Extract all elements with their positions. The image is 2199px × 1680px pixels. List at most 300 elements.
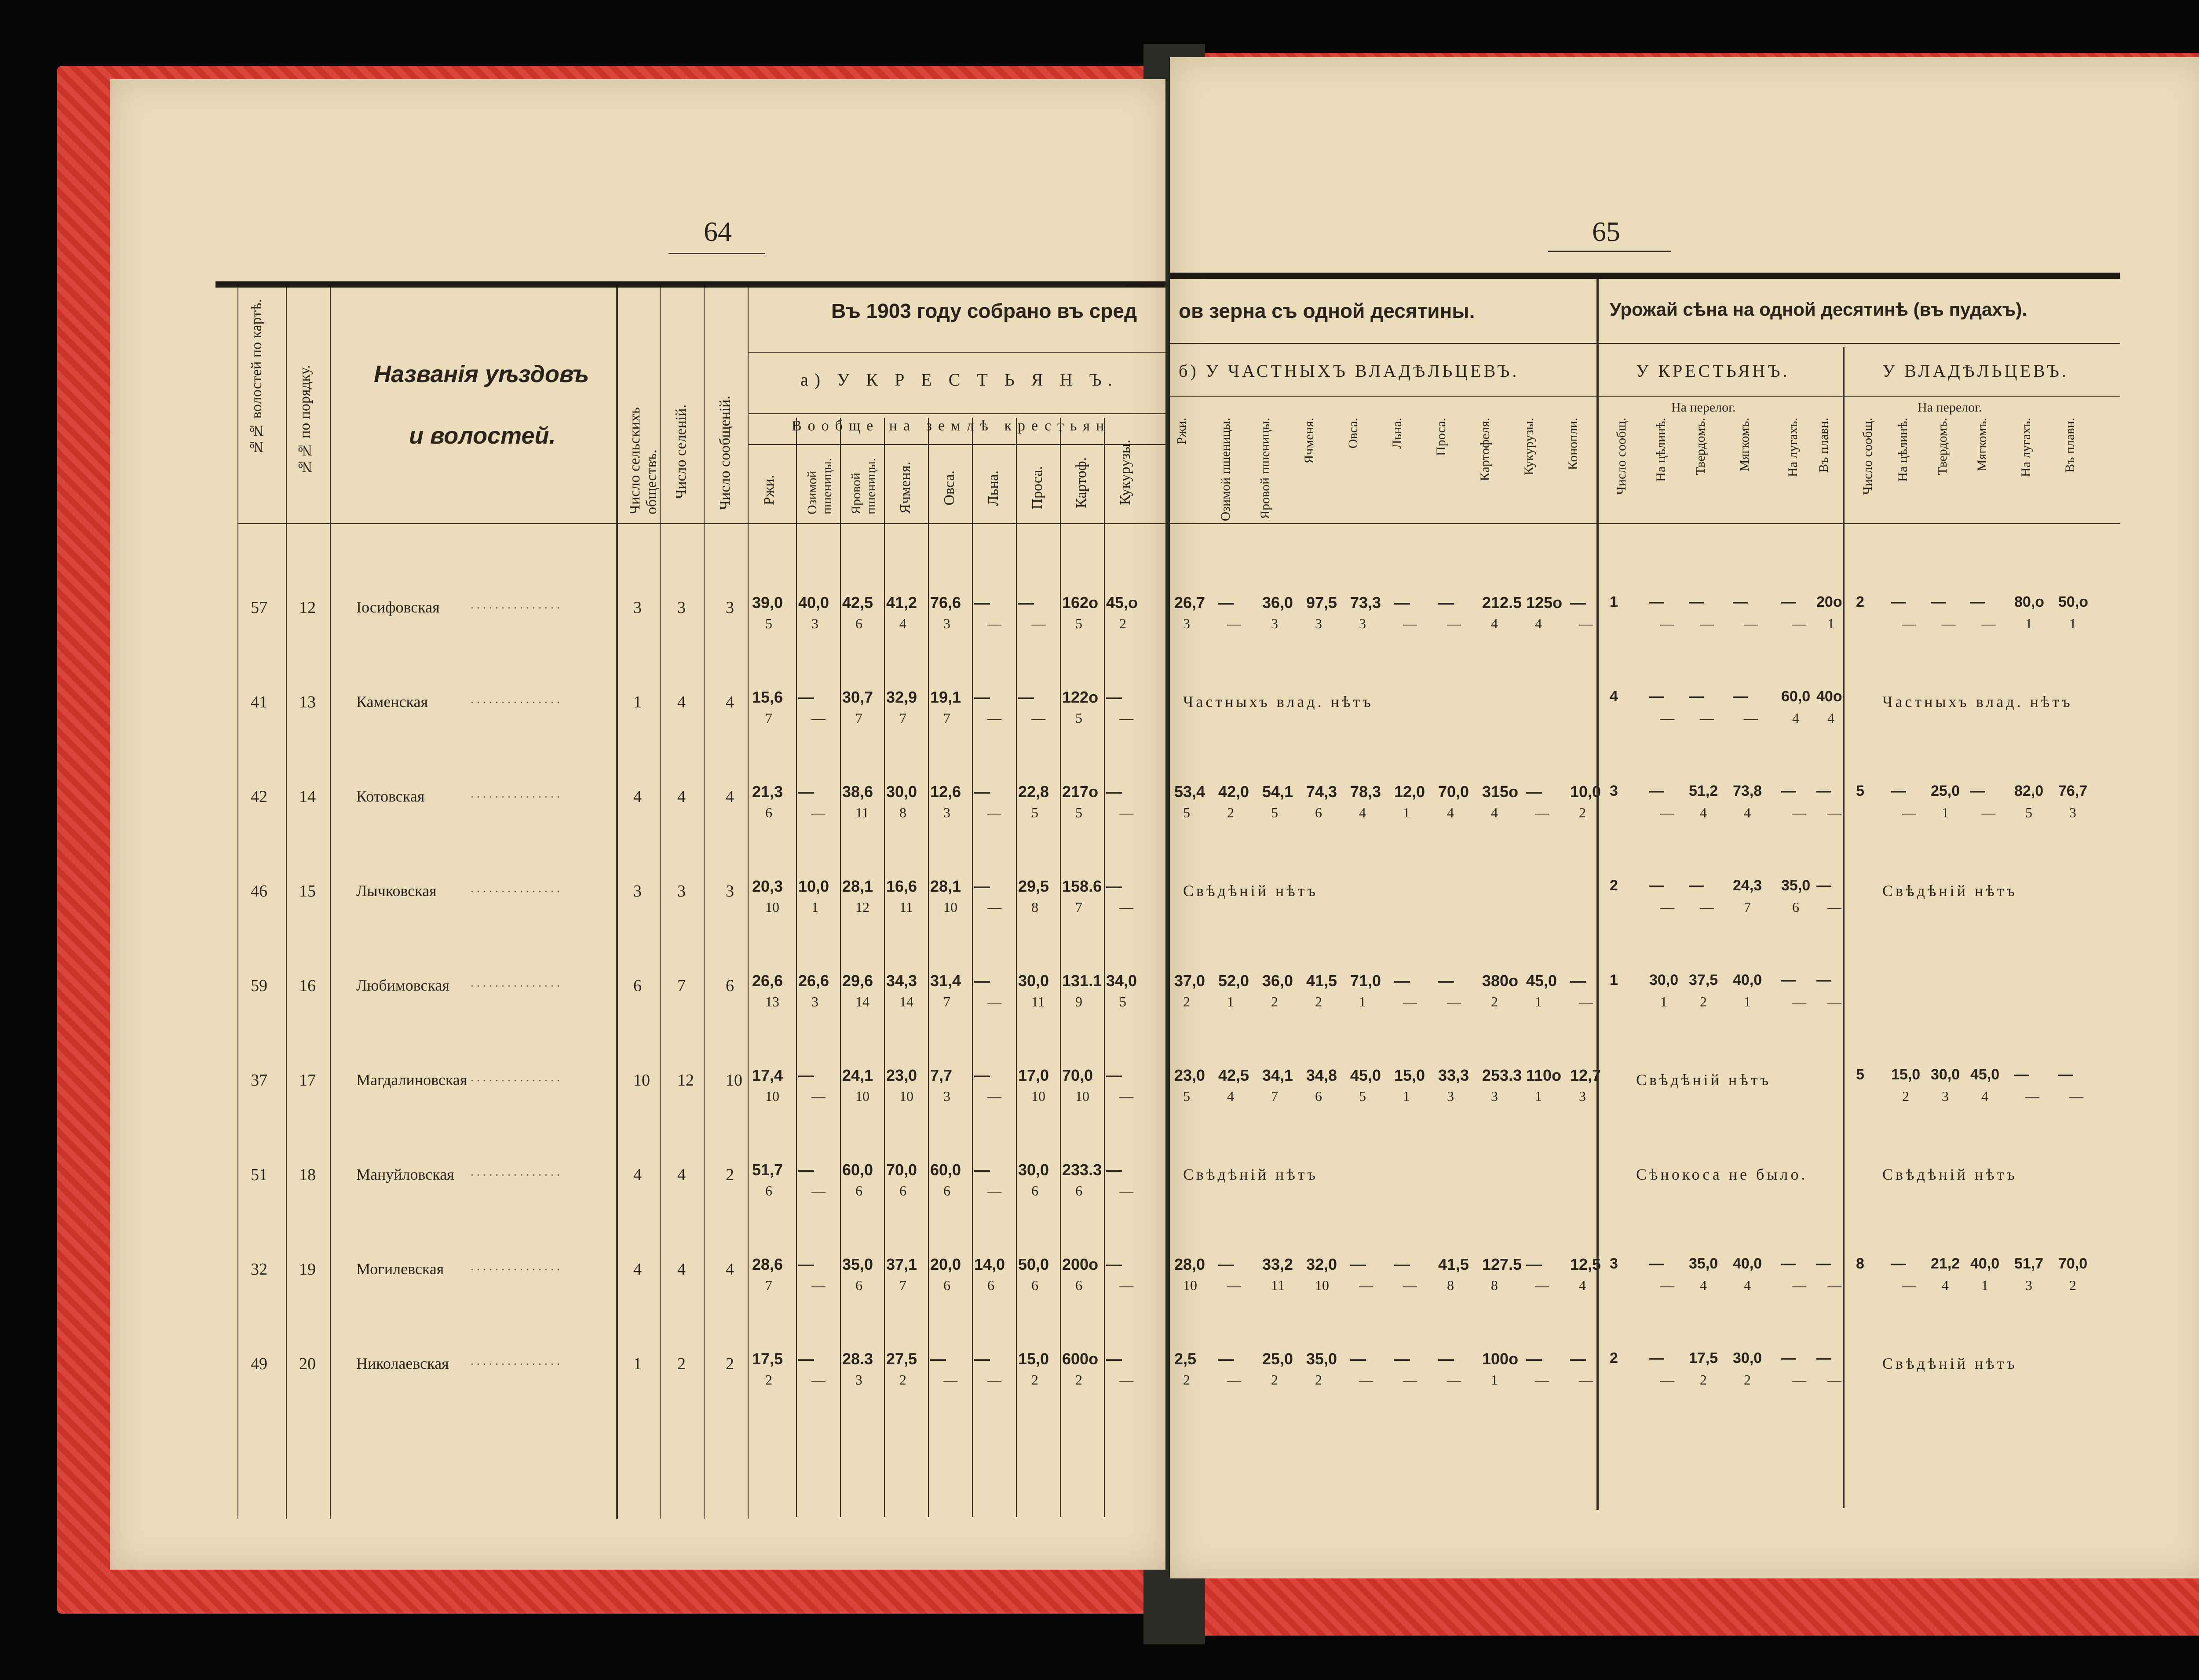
report-count: — — [1119, 805, 1133, 820]
hay-peasant-count: — — [1660, 616, 1674, 631]
report-count: 12 — [855, 899, 869, 915]
owner-yield-value: 34,8 — [1306, 1066, 1337, 1084]
col-header-map: №№ волостей по картѣ. — [248, 299, 265, 455]
report-count: 6 — [855, 616, 862, 631]
owner-report-count: 1 — [1403, 805, 1410, 820]
hay-peasant-value: — — [1649, 1350, 1664, 1367]
volost-name: Могилевская — [356, 1260, 444, 1278]
owner-yield-value: 127.5 — [1482, 1255, 1522, 1273]
row-order-number: 17 — [299, 1071, 316, 1090]
yield-value: 40,0 — [798, 594, 829, 612]
owner-yield-value: — — [1218, 1350, 1234, 1368]
owner-yield-value: 42,0 — [1218, 783, 1249, 801]
yield-value: 17,5 — [752, 1350, 783, 1368]
hay-peasant-value: 35,0 — [1781, 877, 1811, 894]
report-count: 9 — [1075, 994, 1082, 1009]
yield-value: 21,3 — [752, 783, 783, 801]
col-header-right-15: Въ плавн. — [1816, 418, 1831, 473]
yield-value: 29,6 — [842, 972, 873, 990]
row-map-number: 57 — [251, 598, 267, 617]
owner-report-count: 2 — [1183, 994, 1190, 1009]
hay-peasant-count: — — [1792, 616, 1806, 631]
owner-report-count: — — [1579, 1372, 1593, 1388]
owner-report-count: — — [1359, 1277, 1373, 1293]
fallow-header-peasants: На перелог. — [1671, 400, 1736, 415]
report-count: — — [987, 1183, 1001, 1199]
yield-value: 20,3 — [752, 877, 783, 895]
owner-yield-value: 70,0 — [1438, 783, 1469, 801]
owner-yield-value: 32,0 — [1306, 1255, 1337, 1273]
leader-dots: . . . . . . . . . . . . . . . — [471, 976, 560, 990]
owner-yield-value: 41,5 — [1306, 972, 1337, 990]
report-count: 6 — [765, 1183, 772, 1199]
yield-value: — — [1018, 688, 1034, 706]
col-header-right-4: Овса. — [1346, 418, 1360, 449]
hay-owner-value: 70,0 — [2058, 1255, 2088, 1272]
yield-value: 200o — [1062, 1255, 1099, 1273]
owner-yield-value: — — [1438, 594, 1454, 612]
yield-value: — — [798, 1350, 814, 1368]
report-count: 3 — [943, 616, 950, 631]
hay-owner-value: 80,o — [2014, 594, 2045, 610]
yield-value: 60,0 — [842, 1161, 873, 1179]
yield-value: 15,0 — [1018, 1350, 1049, 1368]
hay-peasant-value: — — [1649, 594, 1664, 610]
hay-peasant-count: — — [1700, 899, 1714, 915]
owner-yield-value: — — [1394, 1255, 1410, 1273]
yield-value: 38,6 — [842, 783, 873, 801]
report-count: — — [811, 1183, 826, 1199]
hay-owner-count: 5 — [2025, 805, 2032, 820]
hay-peasant-value: 3 — [1610, 1255, 1618, 1272]
hay-peasant-value: 40,0 — [1733, 972, 1762, 988]
owner-yield-value: — — [1570, 1350, 1586, 1368]
hay-owner-count: — — [1902, 1277, 1916, 1293]
row-settlements: 4 — [677, 1166, 686, 1184]
hay-owner-value: 51,7 — [2014, 1255, 2044, 1272]
yield-value: — — [798, 688, 814, 706]
row-messages: 3 — [726, 598, 734, 617]
row-messages: 4 — [726, 787, 734, 806]
header-bottom-rule — [1170, 523, 2120, 524]
owner-yield-value: 125o — [1526, 594, 1563, 612]
hay-peasant-value: — — [1649, 1255, 1664, 1272]
report-count: 3 — [943, 1088, 950, 1104]
owner-yield-value: 53,4 — [1174, 783, 1205, 801]
report-count: — — [987, 616, 1001, 631]
yield-value: 30,0 — [1018, 972, 1049, 990]
yield-value: 70,0 — [886, 1161, 917, 1179]
hay-owner-count: 1 — [2025, 616, 2032, 631]
report-count: 8 — [1031, 899, 1038, 915]
hay-peasant-value: — — [1781, 1255, 1796, 1272]
hay-peasant-value: 1 — [1610, 594, 1618, 610]
hay-peasant-value: 51,2 — [1689, 783, 1718, 799]
col-header-right-19: Мягкомъ. — [1975, 418, 1989, 472]
report-count: — — [1119, 899, 1133, 915]
owner-report-count: 3 — [1315, 616, 1322, 631]
names-header-line2: и волостей. — [409, 423, 556, 449]
hay-peasant-count: — — [1827, 1277, 1841, 1293]
volost-name: Магдалиновская — [356, 1071, 468, 1089]
yield-value: — — [974, 972, 990, 990]
yield-value: 27,5 — [886, 1350, 917, 1368]
owner-report-count: — — [1227, 1277, 1241, 1293]
hay-peasant-value: 35,0 — [1689, 1255, 1718, 1272]
hay-peasant-value: 3 — [1610, 783, 1618, 799]
owner-yield-value: 110o — [1526, 1066, 1562, 1084]
owner-report-count: 3 — [1579, 1088, 1586, 1104]
report-count: 6 — [1031, 1183, 1038, 1199]
hay-peasant-value: — — [1781, 972, 1796, 988]
owner-yield-value: — — [1526, 783, 1542, 801]
hay-owner-value: 82,0 — [2014, 783, 2044, 799]
row-societies: 4 — [633, 1166, 642, 1184]
col-header-millet: Проса. — [1029, 466, 1045, 510]
owner-report-count: 1 — [1227, 994, 1234, 1009]
hay-owner-count: — — [1942, 616, 1956, 631]
yield-value: 17,4 — [752, 1066, 783, 1084]
owner-yield-value: — — [1570, 972, 1586, 990]
hay-owner-count: 3 — [1942, 1088, 1949, 1104]
hay-peasant-value: 40o — [1816, 688, 1842, 705]
yield-value: 26,6 — [798, 972, 829, 990]
yield-value: 30,0 — [1018, 1161, 1049, 1179]
hay-peasant-count: — — [1792, 805, 1806, 820]
hay-peasant-value: — — [1816, 1350, 1831, 1367]
hay-owners-header: У ВЛАДѢЛЬЦЕВЪ. — [1882, 361, 2069, 381]
row-order-number: 16 — [299, 977, 316, 995]
owner-report-count: 3 — [1271, 616, 1278, 631]
hay-peasant-value: 37,5 — [1689, 972, 1718, 988]
yield-value: — — [1106, 783, 1122, 801]
owner-report-count: — — [1447, 1372, 1461, 1388]
yield-value: — — [1106, 877, 1122, 895]
row-settlements: 4 — [677, 787, 686, 806]
owner-yield-value: 28,0 — [1174, 1255, 1205, 1273]
report-count: 5 — [1075, 710, 1082, 726]
owner-yield-value: — — [1350, 1255, 1366, 1273]
leader-dots: . . . . . . . . . . . . . . . — [471, 787, 560, 801]
no-data-note: Свѣдѣній нѣтъ — [1183, 882, 1319, 900]
yield-value: 600o — [1062, 1350, 1099, 1368]
owner-report-count: 4 — [1491, 616, 1498, 631]
owner-yield-value: 253.3 — [1482, 1066, 1522, 1084]
leader-dots: . . . . . . . . . . . . . . . — [471, 1165, 560, 1179]
report-count: 7 — [899, 710, 906, 726]
owner-yield-value: — — [1394, 972, 1410, 990]
row-map-number: 49 — [251, 1355, 267, 1373]
report-count: — — [987, 805, 1001, 820]
hay-peasant-count: — — [1792, 994, 1806, 1009]
row-settlements: 4 — [677, 693, 686, 711]
owner-report-count: — — [1447, 994, 1461, 1009]
col-header-right-10: Число сообщ. — [1614, 418, 1629, 495]
hay-peasant-count: — — [1660, 1277, 1674, 1293]
volost-name: Лычковская — [356, 882, 437, 900]
owner-report-count: 3 — [1183, 616, 1190, 631]
hay-peasant-value: 1 — [1610, 972, 1618, 988]
col-header-right-1: Озимой пшеницы. — [1218, 418, 1233, 521]
owner-report-count: 4 — [1491, 805, 1498, 820]
hay-owner-value: — — [1891, 1255, 1906, 1272]
owner-yield-value: 12,0 — [1394, 783, 1425, 801]
hay-owner-value: — — [2058, 1066, 2073, 1083]
hay-header: Урожай сѣна на одной десятинѣ (въ пудахъ). — [1610, 299, 2027, 320]
report-count: 1 — [811, 899, 818, 915]
row-settlements: 3 — [677, 598, 686, 617]
row-settlements: 7 — [677, 977, 686, 995]
volost-name: Каменская — [356, 693, 428, 711]
col-header-flax: Льна. — [985, 470, 1001, 506]
yield-value: 10,0 — [798, 877, 829, 895]
hay-peasant-count: — — [1827, 899, 1841, 915]
hay-peasant-count: 1 — [1744, 994, 1751, 1009]
report-count: 3 — [811, 616, 818, 631]
col-header-settlements: Число селеній. — [673, 405, 689, 499]
owner-yield-value: — — [1350, 1350, 1366, 1368]
hay-owner-count: 4 — [1981, 1088, 1988, 1104]
report-count: 10 — [1031, 1088, 1045, 1104]
yield-value: — — [1018, 594, 1034, 612]
report-count: 5 — [765, 616, 772, 631]
col-header-winter-wheat: Озимой пшеницы. — [805, 458, 834, 514]
hay-owner-value: — — [1931, 594, 1946, 610]
yield-value: 50,0 — [1018, 1255, 1049, 1273]
hay-peasant-value: — — [1689, 688, 1704, 705]
peasants-header: а) У К Р Е С Т Ь Я Н Ъ. — [800, 370, 1118, 390]
hay-owner-value: 40,0 — [1970, 1255, 2000, 1272]
leader-dots: . . . . . . . . . . . . . . . — [471, 692, 560, 706]
hay-peasant-value: — — [1816, 972, 1831, 988]
leader-dots: . . . . . . . . . . . . . . . — [471, 1260, 560, 1273]
hay-peasant-count: 4 — [1700, 1277, 1707, 1293]
owner-report-count: 6 — [1315, 805, 1322, 820]
report-count: 5 — [1031, 805, 1038, 820]
yield-value: 131.1 — [1062, 972, 1102, 990]
row-societies: 3 — [633, 598, 642, 617]
yield-value: 35,0 — [842, 1255, 873, 1273]
yield-value: 14,0 — [974, 1255, 1005, 1273]
report-count: — — [987, 1372, 1001, 1388]
yield-value: — — [974, 783, 990, 801]
owner-report-count: 5 — [1271, 805, 1278, 820]
hay-peasant-value: 17,5 — [1689, 1350, 1718, 1367]
report-count: 7 — [765, 710, 772, 726]
report-count: 6 — [1075, 1183, 1082, 1199]
hay-owner-value: 21,2 — [1931, 1255, 1960, 1272]
hay-owner-value: 5 — [1856, 783, 1864, 799]
col-header-spring-wheat: Яровой пшеницы. — [849, 458, 878, 514]
owner-yield-value: 26,7 — [1174, 594, 1205, 612]
hay-peasant-count: — — [1700, 616, 1714, 631]
row-societies: 4 — [633, 787, 642, 806]
owner-yield-value: — — [1438, 972, 1454, 990]
owner-yield-value: — — [1218, 594, 1234, 612]
report-count: 5 — [1075, 616, 1082, 631]
yield-value: 76,6 — [930, 594, 961, 612]
row-messages: 10 — [726, 1071, 742, 1090]
col-header-oats: Овса. — [941, 470, 957, 506]
hay-peasant-count: — — [1700, 710, 1714, 726]
owner-report-count: 1 — [1491, 1372, 1498, 1388]
yield-value: 162o — [1062, 594, 1099, 612]
volost-name: Любимовская — [356, 977, 449, 994]
report-count: 7 — [899, 1277, 906, 1293]
names-header-line1: Названія уѣздовъ — [374, 361, 589, 387]
owner-yield-value: 34,1 — [1262, 1066, 1293, 1084]
col-header-right-14: На лугахъ. — [1786, 418, 1800, 477]
hay-owner-value: 25,0 — [1931, 783, 1960, 799]
owner-yield-value: 36,0 — [1262, 594, 1293, 612]
yield-value: 28,1 — [842, 877, 873, 895]
yield-value: 22,8 — [1018, 783, 1049, 801]
yield-value: 19,1 — [930, 688, 961, 706]
hay-peasant-count: — — [1827, 994, 1841, 1009]
yield-value: 42,5 — [842, 594, 873, 612]
hay-owner-note: Свѣдѣній нѣтъ — [1882, 882, 2018, 900]
owner-yield-value: 12,5 — [1570, 1255, 1601, 1273]
yield-value: — — [798, 1161, 814, 1179]
row-messages: 4 — [726, 1260, 734, 1279]
yield-value: 32,9 — [886, 688, 917, 706]
report-count: — — [987, 994, 1001, 1009]
row-map-number: 37 — [251, 1071, 267, 1090]
owner-yield-value: 54,1 — [1262, 783, 1293, 801]
yield-value: 39,0 — [752, 594, 783, 612]
col-header-right-17: На цѣлинѣ. — [1896, 418, 1910, 482]
yield-value: — — [798, 783, 814, 801]
hay-peasant-count: — — [1827, 805, 1841, 820]
hay-peasant-value: 2 — [1610, 877, 1618, 894]
report-count: 7 — [855, 710, 862, 726]
hay-peasant-count: — — [1827, 1372, 1841, 1388]
row-messages: 6 — [726, 977, 734, 995]
owner-yield-value: 315o — [1482, 783, 1519, 801]
report-count: — — [1031, 710, 1045, 726]
col-header-right-0: Ржи. — [1174, 418, 1189, 445]
owner-report-count: — — [1535, 1277, 1549, 1293]
owner-yield-value: — — [1394, 1350, 1410, 1368]
hay-peasant-count: 4 — [1744, 805, 1751, 820]
owner-report-count: 5 — [1183, 805, 1190, 820]
owner-yield-value: 2,5 — [1174, 1350, 1197, 1368]
report-count: — — [987, 899, 1001, 915]
yield-value: 233.3 — [1062, 1161, 1102, 1179]
hay-peasant-count: 4 — [1827, 710, 1834, 726]
hay-peasant-value: — — [1649, 877, 1664, 894]
yield-value: — — [974, 594, 990, 612]
yield-value: — — [974, 1161, 990, 1179]
owner-report-count: 2 — [1227, 805, 1234, 820]
owner-report-count: 4 — [1535, 616, 1542, 631]
hay-owner-note: Частныхъ влад. нѣтъ — [1882, 693, 2073, 711]
page-number-left: 64 — [704, 216, 732, 247]
owner-report-count: 2 — [1271, 994, 1278, 1009]
owner-report-count: 2 — [1271, 1372, 1278, 1388]
owner-yield-value: 10,0 — [1570, 783, 1601, 801]
owner-yield-value: 37,0 — [1174, 972, 1205, 990]
row-societies: 4 — [633, 1260, 642, 1279]
yield-value: 16,6 — [886, 877, 917, 895]
report-count: — — [1119, 710, 1133, 726]
yield-value: — — [1106, 1066, 1122, 1084]
row-order-number: 19 — [299, 1260, 316, 1279]
report-count: 6 — [855, 1183, 862, 1199]
yield-value: 51,7 — [752, 1161, 783, 1179]
col-header-societies: Число сельскихъ обществъ. — [627, 407, 660, 514]
hay-peasant-count: 1 — [1660, 994, 1667, 1009]
report-count: 10 — [1075, 1088, 1089, 1104]
hay-peasant-value: — — [1816, 877, 1831, 894]
owner-yield-value: 45,0 — [1526, 972, 1557, 990]
col-header-right-20: На лугахъ. — [2019, 418, 2033, 477]
hay-peasant-count: 6 — [1792, 899, 1799, 915]
report-count: 3 — [943, 805, 950, 820]
owner-yield-value: 33,2 — [1262, 1255, 1293, 1273]
owner-report-count: — — [1535, 805, 1549, 820]
hay-owner-count: — — [2025, 1088, 2039, 1104]
hay-peasant-value: 2 — [1610, 1350, 1618, 1367]
row-settlements: 12 — [677, 1071, 694, 1090]
report-count: 2 — [1075, 1372, 1082, 1388]
owner-yield-value: 97,5 — [1306, 594, 1337, 612]
hay-owner-value: 8 — [1856, 1255, 1864, 1272]
hay-peasant-value: — — [1649, 688, 1664, 705]
report-count: 14 — [855, 994, 869, 1009]
owner-report-count: 3 — [1359, 616, 1366, 631]
report-count: 6 — [855, 1277, 862, 1293]
report-count: — — [811, 1372, 826, 1388]
leader-dots: . . . . . . . . . . . . . . . — [471, 882, 560, 895]
row-map-number: 41 — [251, 693, 267, 711]
row-order-number: 18 — [299, 1166, 316, 1184]
yield-value: 26,6 — [752, 972, 783, 990]
col-header-barley: Ячменя. — [897, 462, 913, 514]
hay-owner-value: 30,0 — [1931, 1066, 1960, 1083]
yield-value: 34,3 — [886, 972, 917, 990]
row-settlements: 2 — [677, 1355, 686, 1373]
volost-name: Іосифовская — [356, 598, 440, 616]
hay-peasant-value: 30,0 — [1733, 1350, 1762, 1367]
owner-report-count: 10 — [1183, 1277, 1197, 1293]
general-land-header: Вообще на землѣ крестьян — [792, 418, 1110, 434]
owner-report-count: 4 — [1227, 1088, 1234, 1104]
hay-owner-value: 15,0 — [1891, 1066, 1921, 1083]
col-header-right-21: Въ плавн. — [2063, 418, 2077, 473]
owner-report-count: — — [1579, 616, 1593, 631]
report-count: 10 — [765, 899, 779, 915]
owner-yield-value: 35,0 — [1306, 1350, 1337, 1368]
leader-dots: . . . . . . . . . . . . . . . — [471, 1354, 560, 1368]
owner-report-count: 11 — [1271, 1277, 1285, 1293]
volost-name: Николаевская — [356, 1355, 449, 1372]
owner-yield-value: 71,0 — [1350, 972, 1381, 990]
report-count: 6 — [943, 1277, 950, 1293]
report-count: 11 — [899, 899, 913, 915]
hay-peasant-value: — — [1781, 594, 1796, 610]
hay-peasant-value: 4 — [1610, 688, 1618, 705]
yield-value: 12,6 — [930, 783, 961, 801]
hay-owner-value: — — [1970, 783, 1985, 799]
yield-value: — — [798, 1255, 814, 1273]
hay-peasant-value: 40,0 — [1733, 1255, 1762, 1272]
row-order-number: 15 — [299, 882, 316, 900]
yield-value: 24,1 — [842, 1066, 873, 1084]
row-messages: 2 — [726, 1166, 734, 1184]
owner-report-count: 2 — [1183, 1372, 1190, 1388]
owner-yield-value: 212.5 — [1482, 594, 1522, 612]
